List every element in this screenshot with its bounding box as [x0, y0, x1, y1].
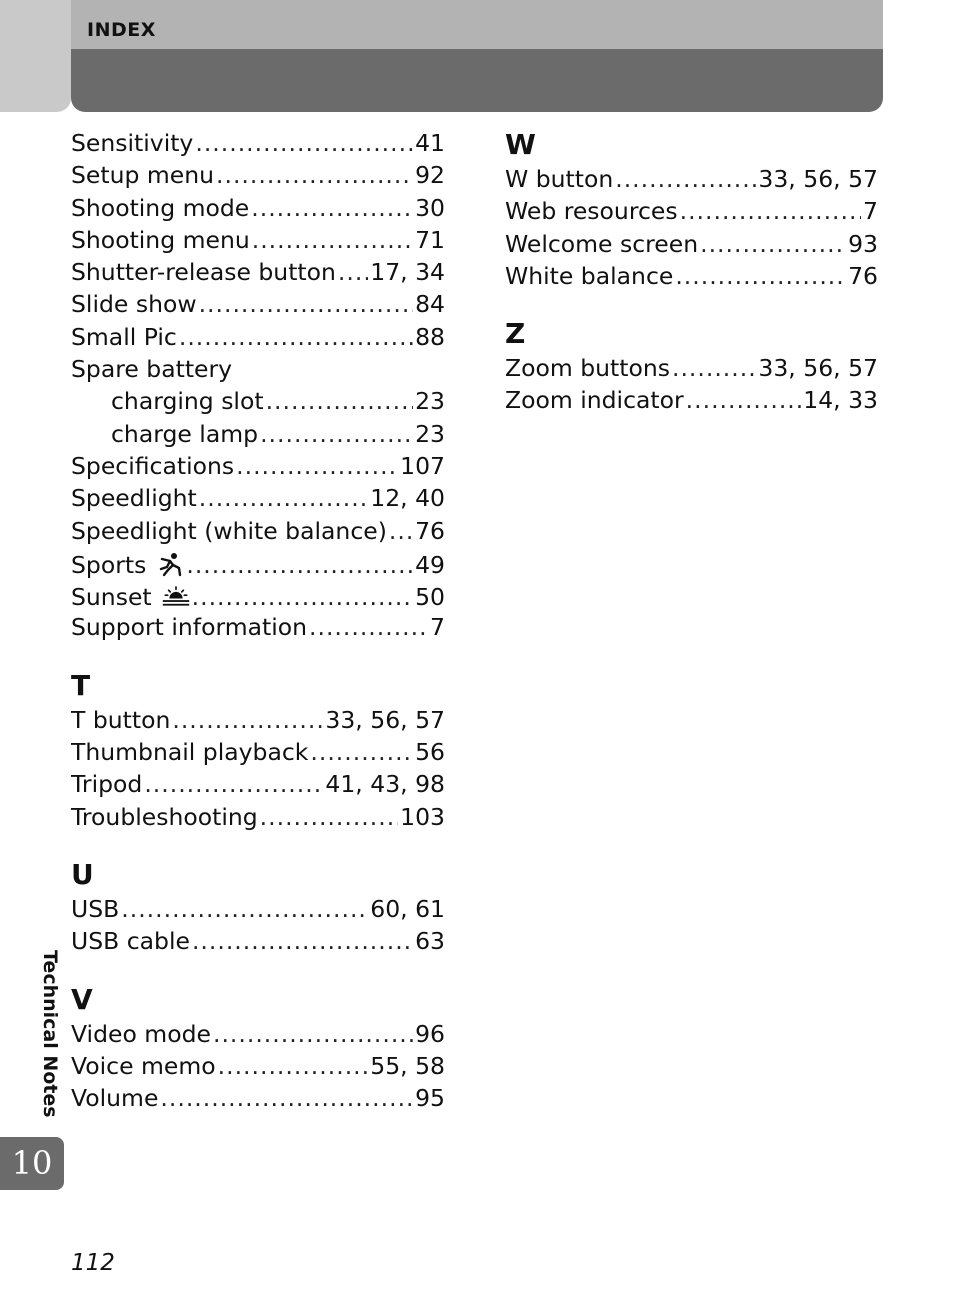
index-entry-welcome-screen: [505, 228, 878, 260]
leader-dots: [192, 581, 413, 613]
entry-term: Small Pic: [71, 322, 177, 351]
chapter-tab: [0, 1137, 64, 1190]
entry-pages: 33, 56, 57: [758, 354, 878, 383]
header-side-tab: [0, 0, 71, 112]
section-letter-v: V: [71, 982, 93, 1016]
index-entry-video-mode: [71, 1018, 445, 1050]
entry-term: White balance: [505, 261, 674, 290]
index-column-right: [505, 127, 878, 417]
entry-term: charging slot: [111, 387, 264, 416]
index-entry-tripod: [71, 768, 445, 800]
leader-dots: [199, 482, 368, 514]
section-letter-t: T: [71, 668, 91, 702]
entry-term: Speedlight: [71, 484, 197, 513]
leader-dots: [260, 801, 398, 833]
index-entry-white-balance: [505, 260, 878, 292]
sunset-mode-icon: [162, 583, 190, 609]
entry-pages: 50: [415, 583, 445, 612]
leader-dots: [199, 288, 414, 320]
leader-dots: [310, 736, 413, 768]
entry-term: Shooting menu: [71, 225, 250, 254]
entry-pages: 103: [400, 802, 445, 831]
index-entry-speedlight-white-balance: [71, 515, 445, 547]
entry-pages: 84: [415, 290, 445, 319]
entry-pages: 7: [430, 613, 445, 642]
entry-pages: 41: [415, 129, 445, 157]
leader-dots: [160, 1082, 413, 1114]
entry-term: USB: [71, 894, 120, 923]
leader-dots: [700, 228, 846, 260]
entry-pages: 17, 34: [370, 258, 445, 287]
entry-term: charge lamp: [111, 419, 259, 448]
leader-dots: [309, 611, 428, 643]
index-entry-charging-slot: [71, 385, 445, 417]
entry-pages: 76: [848, 261, 878, 290]
leader-dots: [686, 384, 802, 416]
entry-term: Volume: [71, 1084, 159, 1113]
leader-dots: [144, 768, 323, 800]
index-entry-thumbnail-playback: [71, 736, 445, 768]
entry-pages: 41, 43, 98: [325, 770, 445, 799]
entry-term: T button: [71, 705, 171, 734]
entry-pages: 30: [415, 193, 445, 222]
leader-dots: [216, 159, 413, 191]
leader-dots: [186, 549, 413, 581]
leader-dots: [252, 224, 413, 256]
leader-dots: [192, 925, 413, 957]
leader-dots: [389, 515, 413, 547]
section-letter-z: Z: [505, 317, 526, 351]
index-entry-support-information: [71, 611, 445, 643]
index-entry-sunset: [71, 579, 445, 611]
chapter-number: 10: [11, 1144, 53, 1182]
entry-pages: 12, 40: [370, 484, 445, 513]
entry-term: Speedlight (white balance): [71, 516, 387, 545]
leader-dots: [680, 195, 861, 227]
entry-term: Shooting mode: [71, 193, 250, 222]
entry-term: Slide show: [71, 290, 197, 319]
index-entry-specifications: [71, 450, 445, 482]
leader-dots: [179, 321, 413, 353]
entry-term: Troubleshooting: [71, 802, 258, 831]
index-entry-zoom-indicator: [505, 384, 878, 416]
entry-pages: 33, 56, 57: [325, 705, 445, 734]
entry-pages: 14, 33: [803, 386, 878, 415]
entry-pages: 23: [415, 387, 445, 416]
entry-pages: 63: [415, 927, 445, 956]
entry-term: Sensitivity: [71, 129, 194, 157]
index-column-left: [71, 127, 445, 1114]
leader-dots: [266, 385, 414, 417]
index-entry-troubleshooting: [71, 801, 445, 833]
entry-term: Voice memo: [71, 1051, 216, 1080]
index-entry-web-resources: [505, 195, 878, 227]
section-spacer: [71, 833, 445, 845]
entry-term: Welcome screen: [505, 229, 699, 258]
entry-pages: 7: [863, 197, 878, 226]
leader-dots: [675, 260, 846, 292]
section-letter-w: W: [505, 128, 536, 161]
entry-pages: 56: [415, 738, 445, 767]
index-entry-speedlight: [71, 482, 445, 514]
entry-term: Tripod: [71, 770, 143, 799]
leader-dots: [672, 352, 756, 384]
index-entry-usb: [71, 893, 445, 925]
index-entry-small-pic: [71, 321, 445, 353]
entry-pages: 60, 61: [370, 894, 445, 923]
header-bar: [71, 0, 883, 112]
section-label: Technical Notes: [39, 950, 61, 1118]
entry-term: Shutter-release button: [71, 258, 336, 287]
index-entry-volume: [71, 1082, 445, 1114]
entry-pages: 55, 58: [370, 1051, 445, 1080]
section-spacer: [505, 292, 878, 304]
entry-pages: 76: [415, 516, 445, 545]
entry-term: Video mode: [71, 1019, 211, 1048]
index-entry-shooting-mode: [71, 192, 445, 224]
entry-term: W button: [505, 165, 614, 193]
index-entry-sensitivity: [71, 127, 445, 159]
index-entry-setup-menu: [71, 159, 445, 191]
leader-dots: [260, 418, 413, 450]
leader-dots: [218, 1050, 369, 1082]
entry-pages: 95: [415, 1084, 445, 1113]
entry-term: USB cable: [71, 927, 190, 956]
leader-dots: [121, 893, 368, 925]
index-entry-sports: [71, 547, 445, 579]
entry-term: Zoom indicator: [505, 386, 684, 415]
index-entry-voice-memo: [71, 1050, 445, 1082]
entry-pages: 49: [415, 550, 445, 579]
entry-pages: 71: [415, 225, 445, 254]
index-entry-slide-show: [71, 288, 445, 320]
index-entry-t-button: [71, 704, 445, 736]
entry-pages: 33, 56, 57: [758, 165, 878, 193]
entry-term: Zoom buttons: [505, 354, 670, 383]
index-entry-zoom-buttons: [505, 352, 878, 384]
entry-term: Specifications: [71, 451, 235, 480]
leader-dots: [615, 163, 756, 195]
entry-term: Sunset: [71, 583, 152, 612]
page-title: INDEX: [87, 19, 156, 41]
entry-pages: 107: [400, 451, 445, 480]
leader-dots: [213, 1018, 413, 1050]
index-entry-shutter-release-button: [71, 256, 445, 288]
section-spacer: [71, 644, 445, 656]
leader-dots: [338, 256, 368, 288]
leader-dots: [251, 192, 413, 224]
section-letter-u: U: [71, 857, 94, 891]
entry-pages: 96: [415, 1019, 445, 1048]
entry-pages: 92: [415, 161, 445, 190]
entry-pages: 23: [415, 419, 445, 448]
leader-dots: [236, 450, 398, 482]
entry-pages: 88: [415, 322, 445, 351]
index-entry-charge-lamp: [71, 418, 445, 450]
entry-term: Thumbnail playback: [71, 738, 309, 767]
section-spacer: [71, 958, 445, 970]
index-entry-w-button: [505, 163, 878, 195]
leader-dots: [195, 127, 413, 159]
leader-dots: [172, 704, 323, 736]
index-entry-spare-battery: Spare battery: [71, 355, 233, 384]
sports-mode-icon: [156, 551, 184, 577]
page-number: 112: [71, 1250, 115, 1276]
entry-term: Sports: [71, 550, 147, 579]
entry-term: Setup menu: [71, 161, 215, 190]
entry-pages: 93: [848, 229, 878, 258]
entry-term: Support information: [71, 613, 307, 642]
index-entry-shooting-menu: [71, 224, 445, 256]
entry-term: Web resources: [505, 197, 678, 226]
header-top-band: [71, 0, 883, 49]
index-entry-usb-cable: [71, 925, 445, 957]
